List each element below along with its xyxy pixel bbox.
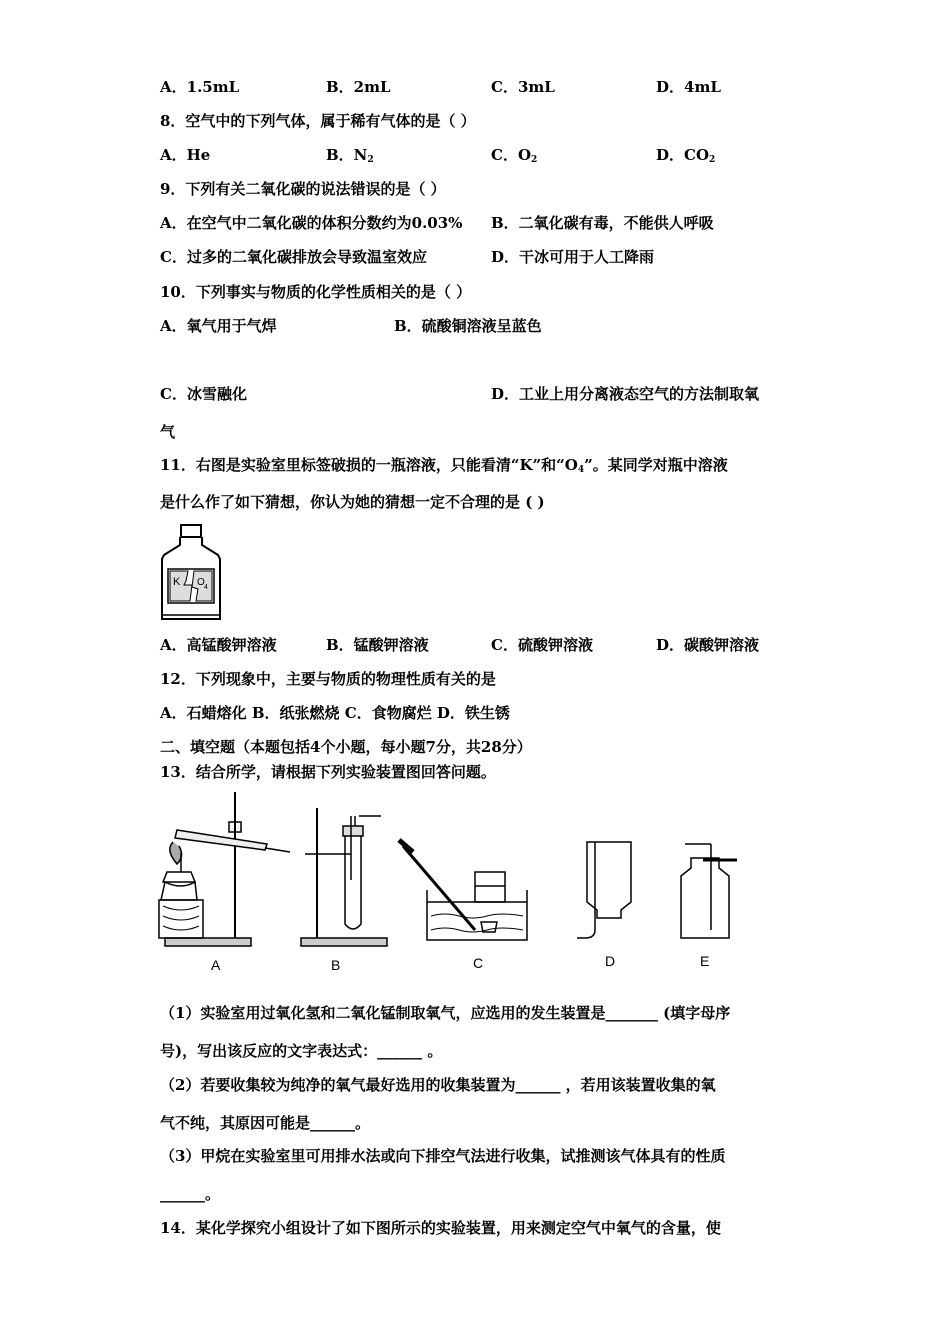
q10-option-c: C．冰雪融化 — [160, 385, 247, 403]
apparatus-d — [577, 842, 631, 938]
apparatus-label-e: E — [700, 953, 710, 969]
bottle-label-sub: 4 — [204, 584, 208, 591]
q10-option-d-continued: 气 — [160, 423, 176, 441]
q7-option-a: A．1.5mL — [160, 78, 240, 96]
q8-option-b: B．$N_2$ — [326, 146, 374, 165]
section-2-title: 二、填空题（本题包括4个小题，每小题7分，共28分） — [160, 738, 532, 756]
q11-option-a: A．高锰酸钾溶液 — [160, 636, 277, 654]
q8-stem: 8．空气中的下列气体，属于稀有气体的是（ ） — [160, 112, 476, 130]
apparatus-a — [159, 792, 290, 946]
q10-option-d: D．工业上用分离液态空气的方法制取氧 — [491, 385, 760, 403]
q12-stem: 12．下列现象中，主要与物质的物理性质有关的是 — [160, 670, 496, 688]
q11-option-c: C．硫酸钾溶液 — [491, 636, 593, 654]
q10-option-a: A．氧气用于气焊 — [160, 317, 277, 335]
apparatus-figure — [155, 790, 755, 975]
apparatus-label-d: D — [605, 953, 616, 969]
apparatus-label-c: C — [473, 955, 484, 971]
q9-option-d: D．干冰可用于人工降雨 — [491, 248, 655, 266]
q9-option-b: B．二氧化碳有毒，不能供人呼吸 — [491, 214, 714, 232]
apparatus-e — [681, 844, 737, 938]
q14-stem: 14．某化学探究小组设计了如下图所示的实验装置，用来测定空气中氧气的含量，使 — [160, 1219, 721, 1237]
q9-option-a: A．在空气中二氧化碳的体积分数约为0.03% — [160, 214, 463, 232]
q11-option-b: B．锰酸钾溶液 — [326, 636, 429, 654]
apparatus-label-a: A — [211, 957, 221, 973]
q13-part2-line1: （2）若要收集较为纯净的氧气最好选用的收集装置为______ ，若用该装置收集的氧 — [160, 1076, 716, 1094]
q10-stem: 10．下列事实与物质的化学性质相关的是（ ） — [160, 283, 472, 301]
q11-stem-line2: 是什么作了如下猜想，你认为她的猜想一定不合理的是 ( ) — [160, 493, 545, 511]
q8-option-d: D．$CO_2$ — [656, 146, 716, 165]
q7-option-d: D．4mL — [656, 78, 721, 96]
q7-option-c: C．3mL — [491, 78, 555, 96]
bottle-label-k: K — [173, 576, 181, 588]
q9-stem: 9．下列有关二氧化碳的说法错误的是（ ） — [160, 180, 446, 198]
q13-part2-line2: 气不纯，其原因可能是______。 — [160, 1114, 371, 1132]
q8-option-a: A．He — [160, 146, 211, 164]
bottle-label-o: O — [197, 577, 205, 588]
q13-part3-line2: ______。 — [160, 1185, 221, 1203]
q9-option-c: C．过多的二氧化碳排放会导致温室效应 — [160, 248, 427, 266]
apparatus-c — [399, 840, 527, 940]
apparatus-label-b: B — [331, 957, 341, 973]
q7-option-b: B．2mL — [326, 78, 391, 96]
q11-option-d: D．碳酸钾溶液 — [656, 636, 760, 654]
apparatus-b — [301, 808, 387, 946]
reagent-bottle-figure — [158, 523, 224, 623]
q12-options: A．石蜡熔化 B．纸张燃烧 C．食物腐烂 D．铁生锈 — [160, 704, 510, 722]
q13-part1-line2: 号)，写出该反应的文字表达式：______ 。 — [160, 1042, 443, 1060]
q13-stem: 13．结合所学，请根据下列实验装置图回答问题。 — [160, 763, 496, 781]
q13-part1-line1: （1）实验室用过氧化氢和二氧化锰制取氧气，应选用的发生装置是_______ (填字母序 — [160, 1004, 731, 1022]
q10-option-b: B．硫酸铜溶液呈蓝色 — [394, 317, 542, 335]
q8-option-c: C．$O_2$ — [491, 146, 538, 165]
q13-part3-line1: （3）甲烷在实验室里可用排水法或向下排空气法进行收集，试推测该气体具有的性质 — [160, 1147, 726, 1165]
q11-stem-line1: 11．右图是实验室里标签破损的一瓶溶液，只能看清“K”和“$O_4$”。某同学对瓶中溶液 — [160, 456, 728, 475]
